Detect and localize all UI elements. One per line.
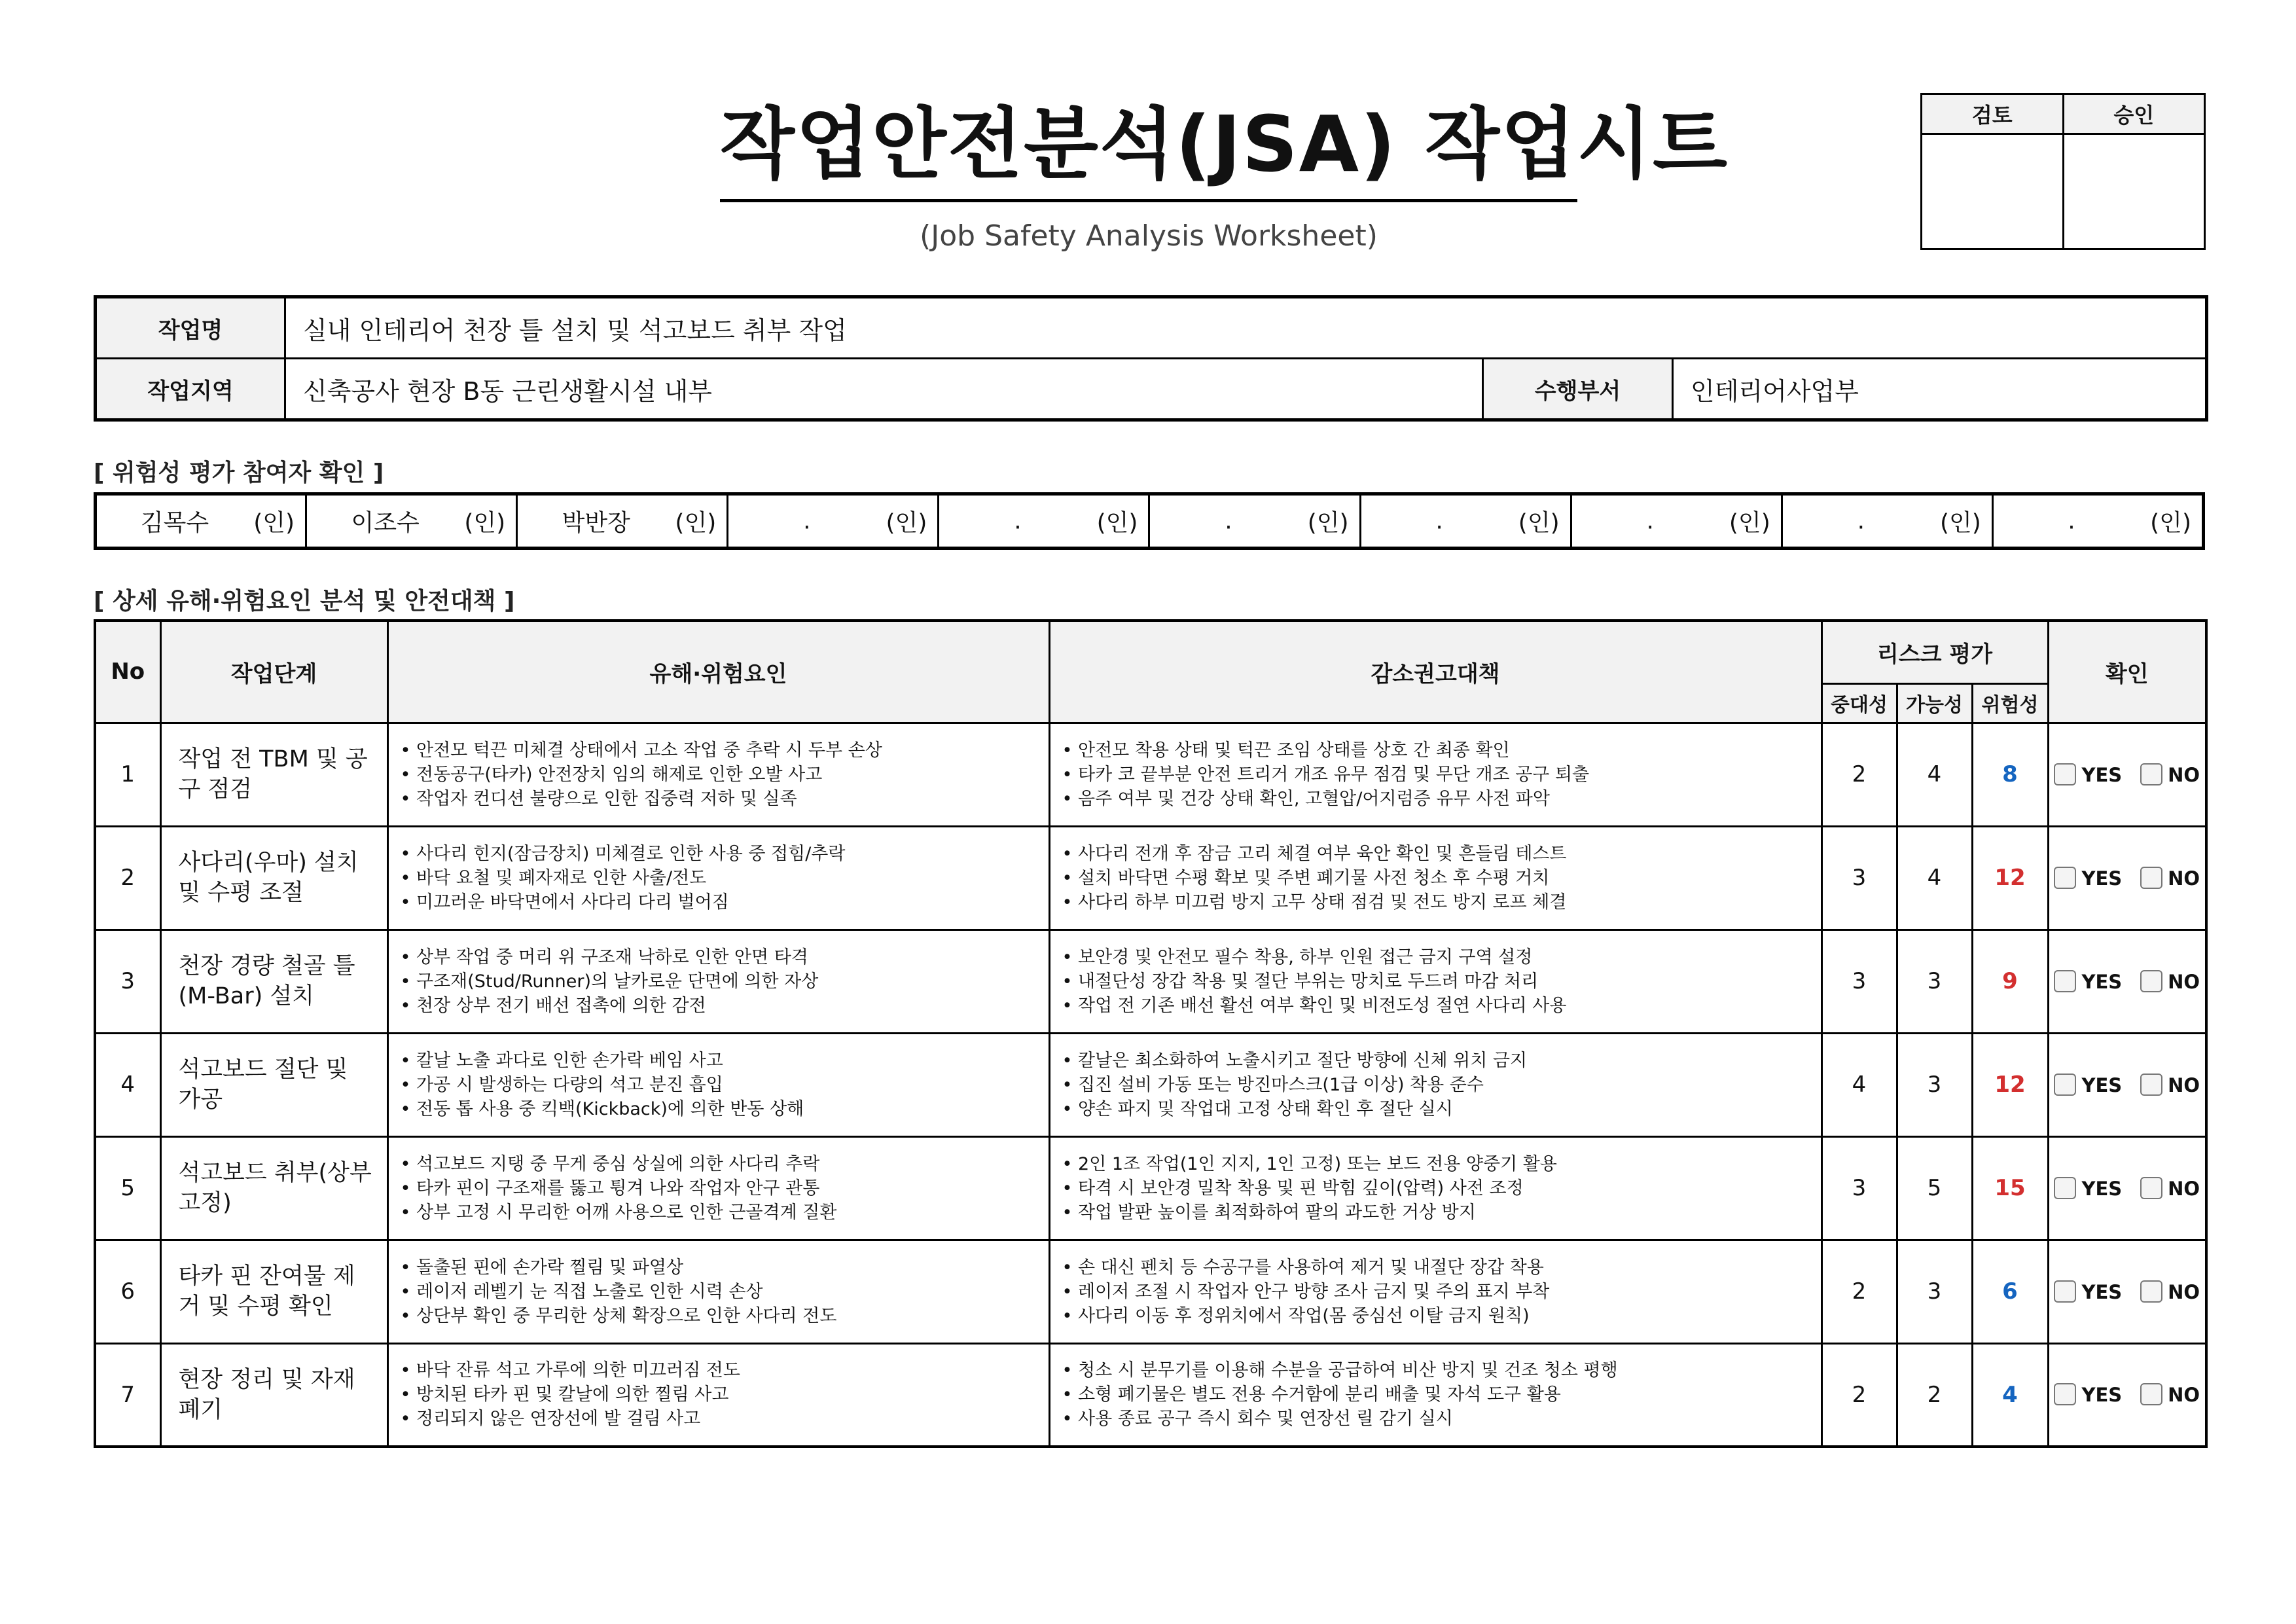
participant-seal: (인) [1307,509,1349,537]
hazard-item: • 타카 핀이 구조재를 뚫고 튕겨 나와 작업자 안구 관통 [400,1178,820,1199]
hazard-item: • 상부 작업 중 머리 위 구조재 낙하로 인한 안면 타격 [400,947,808,967]
yes-label: YES [2081,1177,2123,1200]
risk-value: 12 [1972,826,2048,929]
yes-checkbox[interactable] [2054,867,2076,889]
hazard-item: • 안전모 턱끈 미체결 상태에서 고소 작업 중 추락 시 두부 손상 [400,740,882,761]
hazard-item: • 작업자 컨디션 불량으로 인한 집중력 저하 및 실족 [400,788,797,809]
measure-item: • 사다리 전개 후 잠금 고리 체결 여부 육안 확인 및 흔들림 테스트 [1062,843,1567,864]
job-step: 타카 핀 잔여물 제거 및 수평 확인 [160,1240,387,1343]
participant-cell[interactable] [306,494,517,549]
yes-checkbox[interactable] [2054,1177,2076,1199]
no-checkbox[interactable] [2140,1383,2162,1405]
row-number: 5 [95,1136,160,1240]
hazard-item: • 전동 톱 사용 중 킥백(Kickback)에 의한 반동 상해 [400,1098,804,1119]
table-row [95,723,2206,826]
hazard-item: • 사다리 힌지(잠금장치) 미체결로 인한 사용 중 접힘/추락 [400,843,846,864]
participant-name: 박반장 [562,509,630,537]
header-risk: 위험성 [1972,683,2048,723]
header-measure: 감소권고대책 [1049,621,1821,723]
measure-item: • 칼날은 최소화하여 노출시키고 절단 방향에 신체 위치 금지 [1062,1050,1528,1071]
header-risk-eval: 리스크 평가 [1821,621,2048,683]
measure-item: • 내절단성 장갑 착용 및 절단 부위는 망치로 두드려 마감 처리 [1062,971,1539,992]
yes-label: YES [2081,1280,2123,1303]
participant-seal: (인) [1729,509,1770,537]
no-label: NO [2168,867,2200,890]
measure-item: • 설치 바닥면 수평 확보 및 주변 폐기물 사전 청소 후 수평 거치 [1062,867,1550,888]
measure-list [1049,1136,1821,1240]
header-step: 작업단계 [160,621,387,723]
participant-seal: (인) [2150,509,2191,537]
no-checkbox[interactable] [2140,970,2162,992]
likelihood-value: 3 [1897,1240,1972,1343]
likelihood-value: 3 [1897,929,1972,1033]
yes-label: YES [2081,1074,2123,1096]
participant-seal: (인) [464,509,506,537]
hazard-list [387,929,1049,1033]
no-checkbox[interactable] [2140,1177,2162,1199]
measure-item: • 사용 종료 공구 즉시 회수 및 연장선 릴 감기 실시 [1062,1409,1453,1430]
header-hazard: 유해·위험요인 [387,621,1049,723]
measure-item: • 타카 코 끝부분 안전 트리거 개조 유무 점검 및 무단 개조 공구 퇴출 [1062,764,1590,785]
severity-value: 2 [1821,1343,1897,1447]
risk-value: 15 [1972,1136,2048,1240]
risk-value: 8 [1972,723,2048,826]
confirm-cell [2048,1136,2206,1240]
participant-name: 이조수 [351,509,420,537]
measure-item: • 2인 1조 작업(1인 지지, 1인 고정) 또는 보드 전용 양중기 활용 [1062,1153,1557,1174]
no-checkbox[interactable] [2140,763,2162,785]
row-number: 3 [95,929,160,1033]
header-no: No [95,621,160,723]
confirm-cell [2048,1033,2206,1136]
participant-name: 김목수 [140,509,209,537]
yes-checkbox[interactable] [2054,763,2076,785]
risk-value: 4 [1972,1343,2048,1447]
hazard-item: • 석고보드 지탱 중 무게 중심 상실에 의한 사다리 추락 [400,1153,820,1174]
area-label: 작업지역 [96,359,285,420]
hazard-item: • 돌출된 핀에 손가락 찔림 및 파열상 [400,1257,684,1278]
risk-value: 12 [1972,1033,2048,1136]
measure-item: • 레이저 조절 시 작업자 안구 방향 조사 금지 및 주의 표지 부착 [1062,1281,1550,1302]
participant-seal: (인) [886,509,927,537]
table-row [95,1343,2206,1447]
confirm-cell [2048,723,2206,826]
participant-name: . [2068,507,2075,535]
job-step: 천장 경량 철골 틀 (M-Bar) 설치 [160,929,387,1033]
likelihood-value: 2 [1897,1343,1972,1447]
confirm-cell [2048,1343,2206,1447]
participant-cell[interactable] [96,494,306,549]
participant-seal: (인) [675,509,717,537]
participant-seal: (인) [1096,509,1138,537]
measure-item: • 안전모 착용 상태 및 턱끈 조임 상태를 상호 간 최종 확인 [1062,740,1510,761]
participant-cell[interactable] [1992,494,2203,549]
measure-item: • 사다리 이동 후 정위치에서 작업(몸 중심선 이탈 금지 원칙) [1062,1305,1530,1326]
measure-item: • 양손 파지 및 작업대 고정 상태 확인 후 절단 실시 [1062,1098,1453,1119]
row-number: 2 [95,826,160,929]
yes-label: YES [2081,1384,2123,1407]
yes-checkbox[interactable] [2054,970,2076,992]
hazard-list [387,826,1049,929]
confirm-cell [2048,826,2206,929]
no-label: NO [2168,763,2200,786]
job-step: 현장 정리 및 자재 폐기 [160,1343,387,1447]
table-row [95,1240,2206,1343]
analysis-section-title: [ 상세 유해·위험요인 분석 및 안전대책 ] [94,588,515,615]
yes-checkbox[interactable] [2054,1383,2076,1405]
risk-value: 9 [1972,929,2048,1033]
participant-name: . [1435,507,1443,535]
measure-list [1049,929,1821,1033]
measure-list [1049,826,1821,929]
severity-value: 3 [1821,1136,1897,1240]
review-sign-cell[interactable] [1922,134,2064,249]
likelihood-value: 5 [1897,1136,1972,1240]
yes-checkbox[interactable] [2054,1074,2076,1096]
measure-item: • 보안경 및 안전모 필수 착용, 하부 인원 접근 금지 구역 설정 [1062,947,1533,967]
participant-cell[interactable] [728,494,939,549]
no-checkbox[interactable] [2140,867,2162,889]
participant-name: . [1857,507,1865,535]
measure-item: • 집진 설비 가동 또는 방진마스크(1급 이상) 착용 준수 [1062,1074,1484,1095]
hazard-list [387,1033,1049,1136]
dept-value[interactable]: 인테리어사업부 [1673,359,2207,420]
likelihood-value: 4 [1897,723,1972,826]
job-step: 작업 전 TBM 및 공구 점검 [160,723,387,826]
participant-seal: (인) [1518,509,1560,537]
confirm-cell [2048,1240,2206,1343]
no-checkbox[interactable] [2140,1074,2162,1096]
severity-value: 2 [1821,1240,1897,1343]
confirm-cell [2048,929,2206,1033]
dept-label: 수행부서 [1483,359,1673,420]
job-name-value[interactable]: 실내 인테리어 천장 틀 설치 및 석고보드 취부 작업 [285,297,2207,359]
participant-seal: (인) [1939,509,1981,537]
header-severity: 중대성 [1821,683,1897,723]
hazard-item: • 정리되지 않은 연장선에 발 걸림 사고 [400,1409,701,1430]
severity-value: 2 [1821,723,1897,826]
participant-name: . [1646,507,1654,535]
likelihood-value: 4 [1897,826,1972,929]
yes-label: YES [2081,763,2123,786]
hazard-item: • 칼날 노출 과다로 인한 손가락 베임 사고 [400,1050,723,1071]
job-info-table [94,295,2208,422]
hazard-item: • 상부 고정 시 무리한 어깨 사용으로 인한 근골격계 질환 [400,1202,837,1223]
header-likelihood: 가능성 [1897,683,1972,723]
participant-cell[interactable] [1360,494,1571,549]
participant-cell[interactable] [517,494,728,549]
approve-sign-cell[interactable] [2063,134,2205,249]
row-number: 4 [95,1033,160,1136]
hazard-list [387,723,1049,826]
measure-item: • 작업 발판 높이를 최적화하여 팔의 과도한 거상 방지 [1062,1202,1476,1223]
likelihood-value: 3 [1897,1033,1972,1136]
no-label: NO [2168,970,2200,993]
participants-table [94,492,2205,550]
hazard-item: • 전동공구(타카) 안전장치 임의 해제로 인한 오발 사고 [400,764,823,785]
hazard-list [387,1240,1049,1343]
measure-list [1049,1240,1821,1343]
yes-label: YES [2081,970,2123,993]
hazard-item: • 상단부 확인 중 무리한 상체 확장으로 인한 사다리 전도 [400,1305,837,1326]
hazard-item: • 레이저 레벨기 눈 직접 노출로 인한 시력 손상 [400,1281,763,1302]
participant-cell[interactable] [1149,494,1360,549]
measure-item: • 손 대신 펜치 등 수공구를 사용하여 제거 및 내절단 장갑 착용 [1062,1257,1544,1278]
hazard-item: • 천장 상부 전기 배선 접촉에 의한 감전 [400,995,706,1016]
participant-seal: (인) [253,509,295,537]
header-confirm: 확인 [2048,621,2206,723]
measure-item: • 사다리 하부 미끄럼 방지 고무 상태 점검 및 전도 방지 로프 체결 [1062,892,1567,912]
measure-list [1049,723,1821,826]
row-number: 6 [95,1240,160,1343]
hazard-item: • 미끄러운 바닥면에서 사다리 다리 벌어짐 [400,892,729,912]
review-label: 검토 [1922,94,2064,134]
severity-value: 3 [1821,826,1897,929]
hazard-item: • 바닥 요철 및 폐자재로 인한 사출/전도 [400,867,707,888]
hazard-item: • 바닥 잔류 석고 가루에 의한 미끄러짐 전도 [400,1360,740,1381]
measure-item: • 음주 여부 및 건강 상태 확인, 고혈압/어지럼증 유무 사전 파악 [1062,788,1550,809]
participant-name: . [1225,507,1232,535]
measure-list [1049,1033,1821,1136]
job-step: 석고보드 절단 및 가공 [160,1033,387,1136]
no-label: NO [2168,1074,2200,1096]
table-row [95,929,2206,1033]
yes-checkbox[interactable] [2054,1280,2076,1303]
risk-value: 6 [1972,1240,2048,1343]
severity-value: 4 [1821,1033,1897,1136]
page-subtitle: (Job Safety Analysis Worksheet) [920,219,1378,253]
participants-section-title: [ 위험성 평가 참여자 확인 ] [94,460,384,486]
participant-name: . [803,507,811,535]
title-block [720,98,1729,253]
hazard-item: • 가공 시 발생하는 다량의 석고 분진 흡입 [400,1074,723,1095]
no-checkbox[interactable] [2140,1280,2162,1303]
approve-label: 승인 [2063,94,2205,134]
hazard-list [387,1343,1049,1447]
page-title: 작업안전분석(JSA) 작업시트 [720,98,1577,202]
hazard-item: • 방치된 타카 핀 및 칼날에 의한 찔림 사고 [400,1384,729,1405]
measure-item: • 청소 시 분무기를 이용해 수분을 공급하여 비산 방지 및 건조 청소 평행 [1062,1360,1618,1381]
job-name-label: 작업명 [96,297,285,359]
area-value[interactable]: 신축공사 현장 B동 근린생활시설 내부 [285,359,1483,420]
measure-item: • 타격 시 보안경 밀착 착용 및 핀 박힘 깊이(압력) 사전 조정 [1062,1178,1524,1199]
analysis-table [94,619,2208,1448]
hazard-list [387,1136,1049,1240]
row-number: 7 [95,1343,160,1447]
participant-cell[interactable] [1571,494,1782,549]
participant-name: . [1014,507,1022,535]
job-step: 사다리(우마) 설치 및 수평 조절 [160,826,387,929]
table-row [95,826,2206,929]
approval-box [1920,93,2206,250]
yes-label: YES [2081,867,2123,890]
hazard-item: • 구조재(Stud/Runner)의 날카로운 단면에 의한 자상 [400,971,819,992]
table-row [95,1033,2206,1136]
no-label: NO [2168,1384,2200,1407]
measure-item: • 소형 폐기물은 별도 전용 수거함에 분리 배출 및 자석 도구 활용 [1062,1384,1561,1405]
no-label: NO [2168,1280,2200,1303]
measure-list [1049,1343,1821,1447]
measure-item: • 작업 전 기존 배선 활선 여부 확인 및 비전도성 절연 사다리 사용 [1062,995,1567,1016]
no-label: NO [2168,1177,2200,1200]
row-number: 1 [95,723,160,826]
participant-cell[interactable] [939,494,1149,549]
severity-value: 3 [1821,929,1897,1033]
table-row [95,1136,2206,1240]
job-step: 석고보드 취부(상부 고정) [160,1136,387,1240]
participant-cell[interactable] [1782,494,1992,549]
